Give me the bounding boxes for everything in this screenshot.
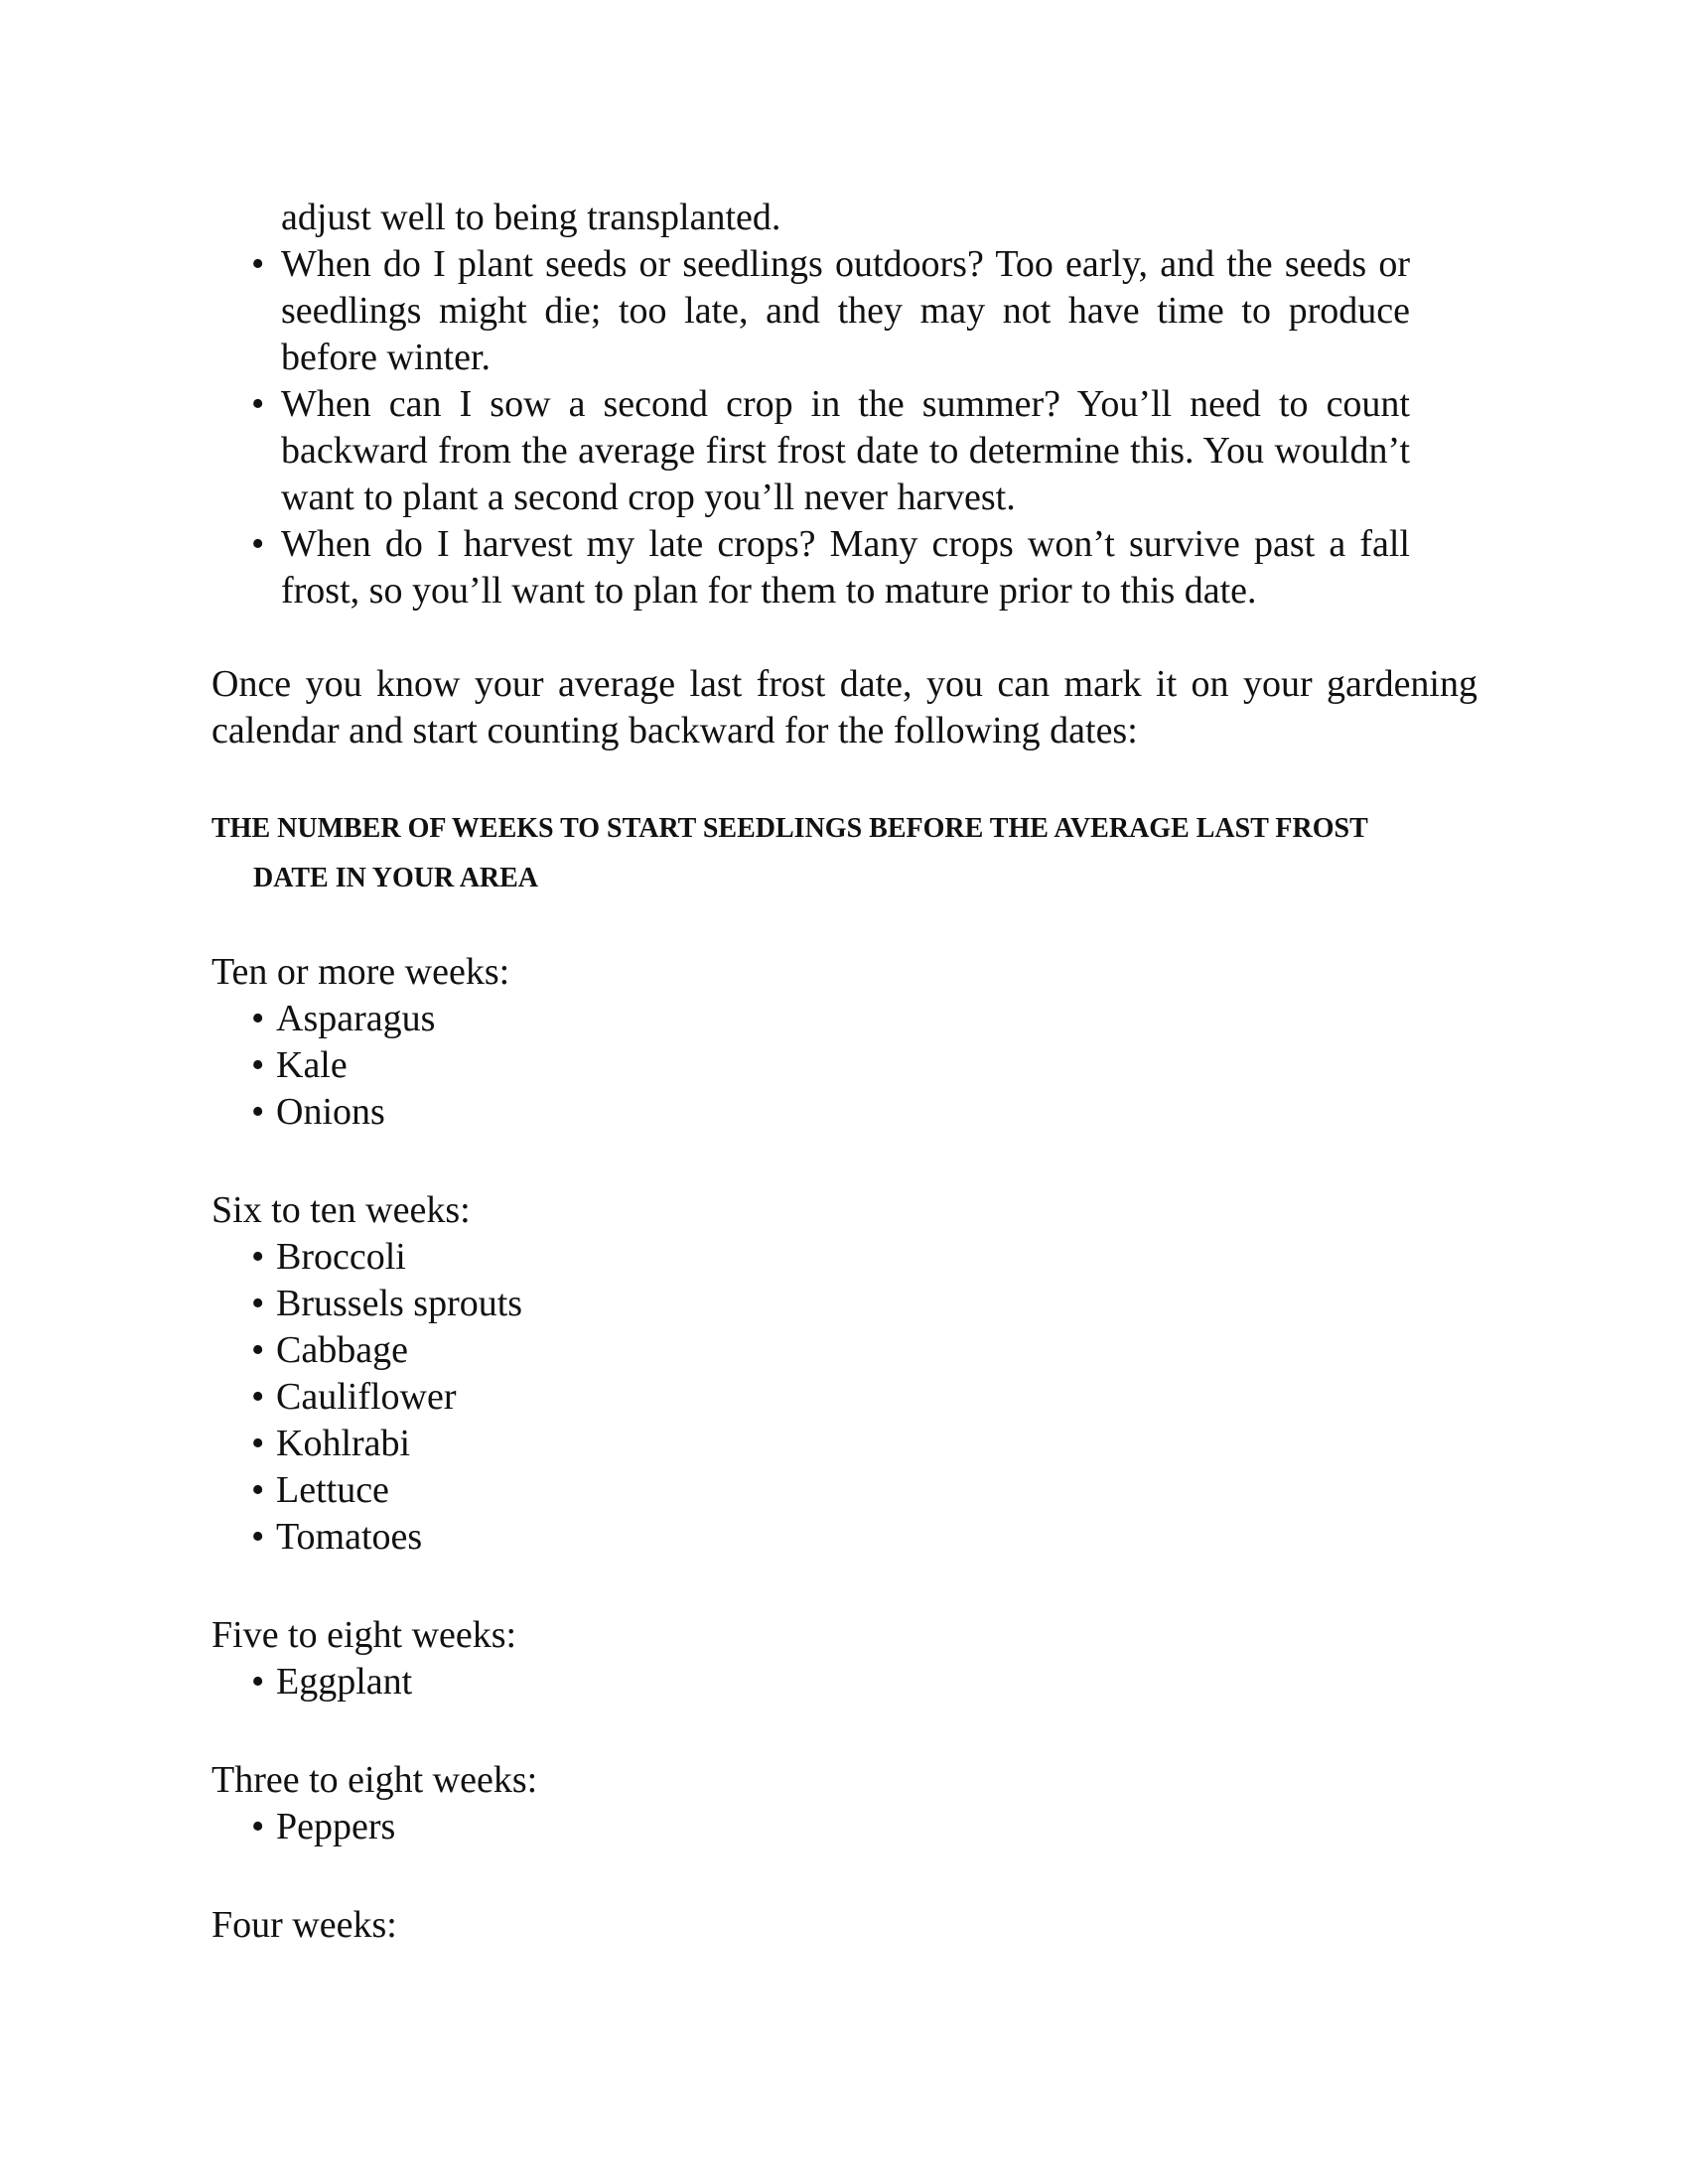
group-label: Three to eight weeks:: [211, 1759, 538, 1801]
section-heading-line-1: THE NUMBER OF WEEKS TO START SEEDLINGS BEFORE THE AVERAGE LAST FROST: [211, 813, 1368, 844]
section-heading: [211, 804, 1477, 903]
question-text: When do I plant seeds or seedlings outdoors? Too early, and the seeds or seedlings might die; too late, and they may not have time to produce before winter.: [281, 243, 1410, 378]
bullet-icon: •: [251, 1661, 265, 1703]
bullet-icon: •: [251, 1329, 265, 1371]
bullet-icon: •: [251, 1806, 265, 1847]
group-label: Six to ten weeks:: [211, 1189, 471, 1231]
crop-item: • Brussels sprouts: [211, 1281, 1477, 1327]
group-six-to-ten: [211, 1187, 1477, 1561]
questions-list: [211, 241, 1477, 614]
bullet-icon: •: [251, 523, 265, 565]
crop-item: • Kale: [211, 1042, 1477, 1089]
bullet-icon: •: [251, 1423, 265, 1464]
question-item: [211, 241, 1410, 381]
bullet-icon: •: [251, 1376, 265, 1418]
group-four-weeks: [211, 1902, 1477, 1949]
question-item: [211, 521, 1410, 614]
bullet-icon: •: [251, 1091, 265, 1133]
bullet-icon: •: [251, 998, 265, 1039]
bullet-continuation-text: adjust well to being transplanted.: [281, 197, 781, 238]
crop-item: • Lettuce: [211, 1467, 1477, 1514]
crop-item: • Cauliflower: [211, 1374, 1477, 1421]
group-label: Ten or more weeks:: [211, 951, 510, 993]
group-ten-or-more: [211, 949, 1477, 1136]
crop-list: [211, 996, 1477, 1136]
section-heading-line-2: DATE IN YOUR AREA: [253, 863, 539, 893]
crop-list: [211, 1234, 1477, 1561]
group-three-to-eight: [211, 1757, 1477, 1850]
intro-paragraph: Once you know your average last frost date, you can mark it on your gardening calendar and start counting backward for the following dates:: [211, 663, 1477, 751]
crop-item: • Onions: [211, 1089, 1477, 1136]
bullet-icon: •: [251, 383, 265, 425]
bullet-icon: •: [251, 1044, 265, 1086]
question-text: When can I sow a second crop in the summer? You’ll need to count backward from the average first frost date to determine this. You wouldn’t want to plant a second crop you’ll never harvest.: [281, 383, 1410, 518]
crop-item: • Tomatoes: [211, 1514, 1477, 1561]
bullet-icon: •: [251, 243, 265, 285]
group-five-to-eight: [211, 1612, 1477, 1706]
crop-list: [211, 1804, 1477, 1850]
crop-item: • Peppers: [211, 1804, 1477, 1850]
crop-item: • Eggplant: [211, 1659, 1477, 1706]
bullet-icon: •: [251, 1236, 265, 1278]
crop-item: • Broccoli: [211, 1234, 1477, 1281]
question-item: [211, 381, 1410, 521]
crop-item: • Kohlrabi: [211, 1421, 1477, 1467]
group-label: Four weeks:: [211, 1904, 397, 1946]
crop-list: [211, 1659, 1477, 1706]
group-label: Five to eight weeks:: [211, 1614, 517, 1656]
bullet-icon: •: [251, 1469, 265, 1511]
bullet-icon: •: [251, 1283, 265, 1324]
crop-item: • Cabbage: [211, 1327, 1477, 1374]
crop-item: • Asparagus: [211, 996, 1477, 1042]
bullet-icon: •: [251, 1516, 265, 1558]
document-page: [211, 195, 1477, 1949]
question-text: When do I harvest my late crops? Many crops won’t survive past a fall frost, so you’ll want to plan for them to mature prior to this date.: [281, 523, 1410, 612]
